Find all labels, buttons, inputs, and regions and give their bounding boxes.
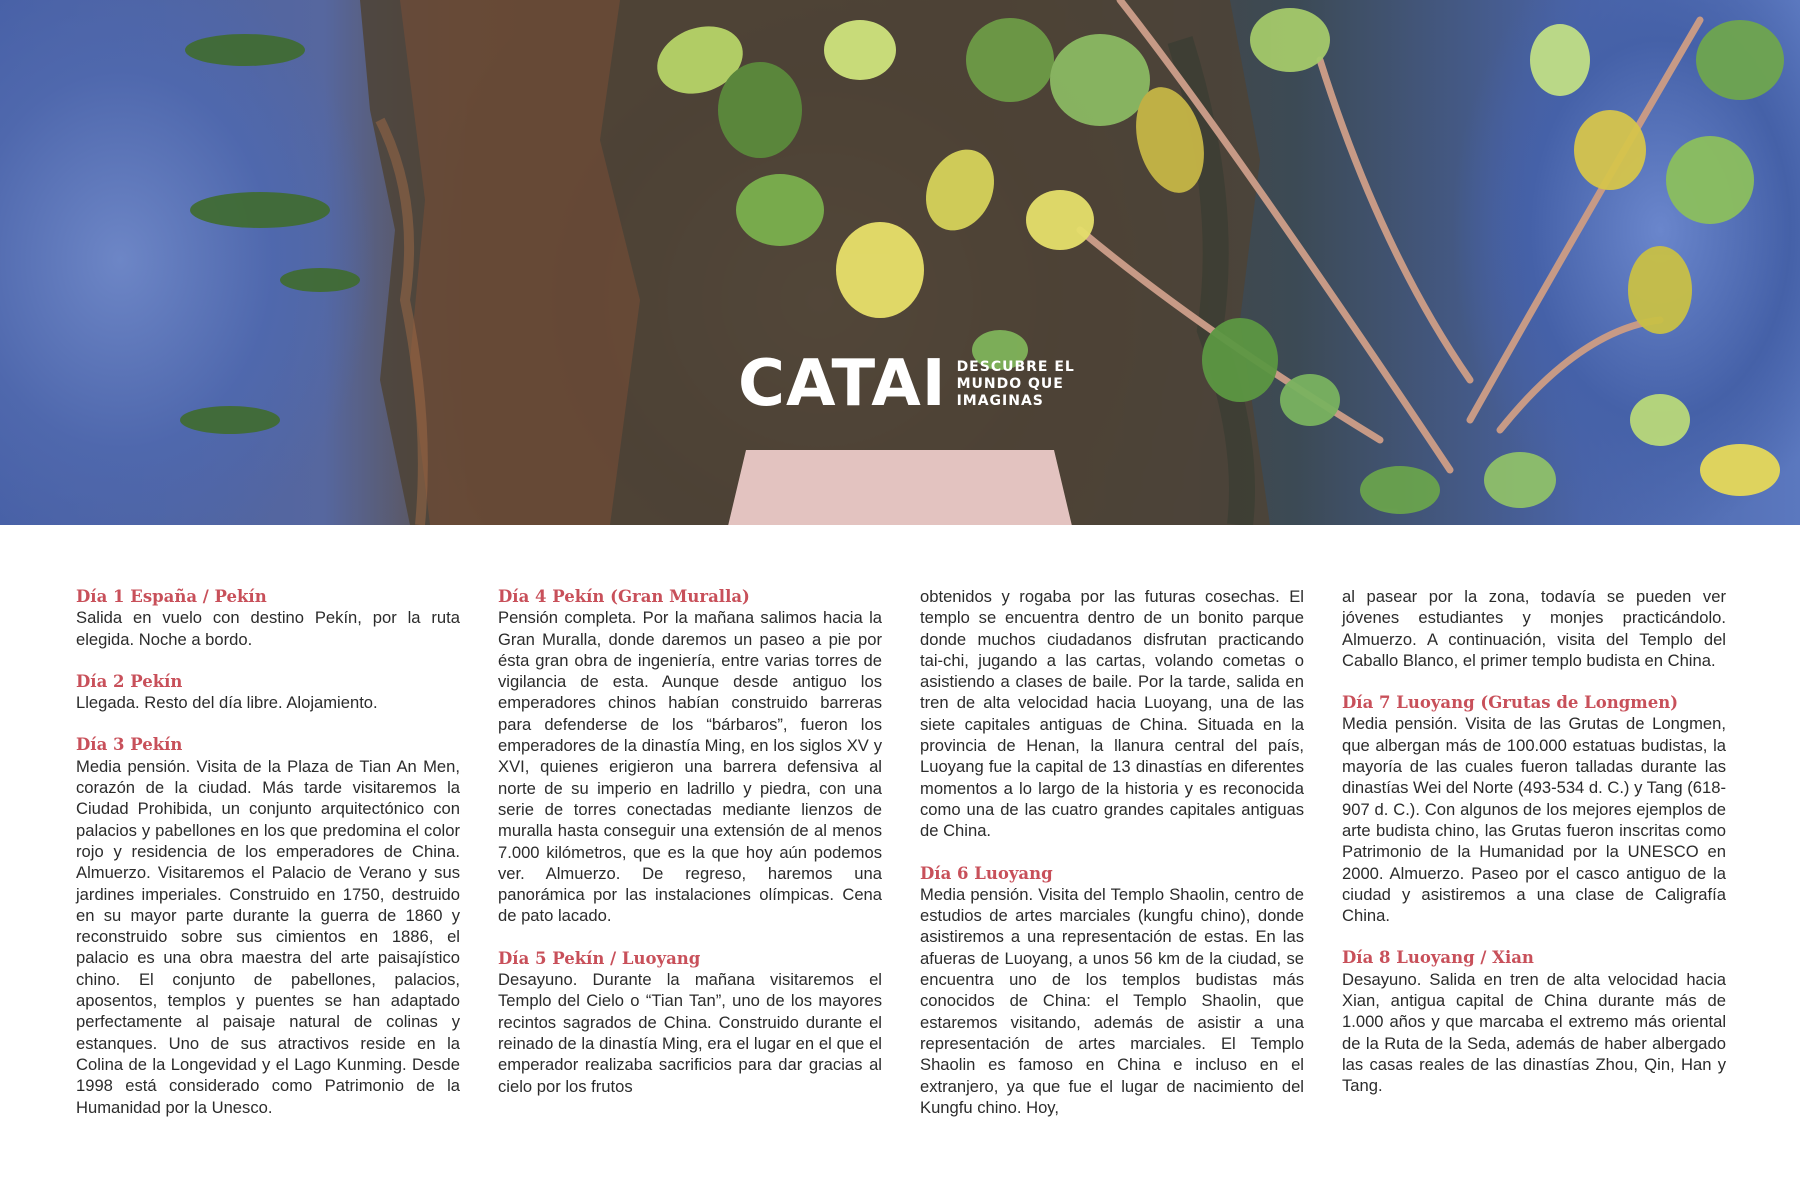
day-text: Salida en vuelo con destino Pekín, por la ruta elegida. Noche a bordo.: [76, 608, 460, 649]
day-title: Día 2 Pekín: [76, 671, 183, 691]
landscape-illustration: [0, 0, 1800, 525]
day-text: Desayuno. Salida en tren de alta velocidad hacia Xian, antigua capital de China durante más de 1.000 años y que marcaba el extremo más oriental de la Ruta de la Seda, además de haber albergado las casas reales de las dinastías Zhou, Qin, Han y Tang.: [1342, 969, 1726, 1096]
continued-text: obtenidos y rogaba por las futuras cosechas. El templo se encuentra dentro de un bonito parque donde muchos ciudadanos disfrutan practicando tai-chi, jugando a las cartas, volando cometas o asistiendo a clases de baile. Por la tarde, salida en tren de alta velocidad hacia Luoyang, una de las siete capitales antiguas de China. Situada en la provincia de Henan, la llanura central del país, Luoyang fue la capital de 13 dinastías en diferentes momentos a lo largo de la historia y es reconocida como una de las cuatro grandes capitales antiguas de China.: [920, 587, 1304, 841]
day-title: Día 7 Luoyang (Grutas de Longmen): [1342, 693, 1679, 713]
day-entry: [498, 586, 882, 927]
column-2: [498, 586, 882, 1146]
hero-photo: [0, 0, 1800, 525]
column-1: [76, 586, 460, 1146]
day-text: Media pensión. Visita del Templo Shaolin, centro de estudios de artes marciales (kungfu chino), donde asistiremos a una representación de estas. En las afueras de Luoyang, a unos 56 km de la ciudad, se encuentra uno de los templos budistas más conocidos de China: el Templo Shaolin, que estaremos visitando, además de asistir a una representación de artes marciales. El Templo Shaolin es famoso en China e incluso en el extranjero, ya que fue el lugar de nacimiento del Kungfu chino. Hoy,: [920, 884, 1304, 1117]
column-4: [1342, 586, 1726, 1146]
tagline-line: IMAGINAS: [956, 392, 1044, 409]
itinerary-columns: [76, 586, 1726, 1146]
day-text: Llegada. Resto del día libre. Alojamiento.: [76, 693, 378, 713]
catai-logo: [738, 347, 1075, 421]
tagline-line: MUNDO QUE: [956, 375, 1064, 392]
day-text: Media pensión. Visita de la Plaza de Tian An Men, corazón de la ciudad. Más tarde visitaremos la Ciudad Prohibida, un conjunto arquitectónico con palacios y pabellones en los que predomina el color rojo y residencia de los emperadores de China. Almuerzo. Visitaremos el Palacio de Verano y sus jardines imperiales. Construido en 1750, destruido en su mayor parte durante la guerra de 1860 y reconstruido sobre sus cimientos en 1886, el palacio es una obra maestra del arte paisajístico chino. El conjunto de pabellones, palacios, aposentos, templos y puentes se han adaptado perfectamente al paisaje natural de colinas y estanques. Uno de sus atractivos reside en la Colina de la Longevidad y el Lago Kunming. Desde 1998 está considerado como Patrimonio de la Humanidad por la Unesco.: [76, 756, 460, 1117]
day-entry: [498, 948, 882, 1097]
day-title: Día 1 España / Pekín: [76, 587, 267, 606]
day-entry: [76, 671, 460, 714]
day-entry: [1342, 692, 1726, 926]
day-entry: [1342, 947, 1726, 1096]
day-title: Día 8 Luoyang / Xian: [1342, 948, 1534, 968]
day-entry: [76, 734, 460, 1117]
tagline-line: DESCUBRE EL: [956, 358, 1075, 375]
day-text: Pensión completa. Por la mañana salimos hacia la Gran Muralla, donde daremos un paseo a pie por ésta gran obra de ingeniería, entre varias torres de vigilancia de esta. Aunque desde antiguo los emperadores chinos habían construido barreras para defenderse de los “bárbaros”, fueron los emperadores de la dinastía Ming, en los siglos XV y XVI, quienes erigieron una barrera defensiva al norte de su imperio en ladrillo y piedra, con una serie de torres conectadas mediante lienzos de muralla hasta conseguir una extensión de al menos 7.000 kilómetros, que es la que hoy aún podemos ver. Almuerzo. De regreso, haremos una panorámica por las instalaciones olímpicas. Cena de pato lacado.: [498, 608, 882, 926]
decorative-tab: [728, 450, 1072, 525]
logo-wordmark: CATAI: [738, 347, 947, 421]
logo-tagline: [957, 359, 1075, 410]
day-title: Día 3 Pekín: [76, 735, 183, 755]
day-text: Desayuno. Durante la mañana visitaremos el Templo del Cielo o “Tian Tan”, uno de los mayores recintos sagrados de China. Construido durante el reinado de la dinastía Ming, era el lugar en el que el emperador realizaba sacrificios para dar gracias al cielo por los frutos: [498, 970, 882, 1096]
day-title: Día 6 Luoyang: [920, 863, 1053, 883]
day-entry: [920, 863, 1304, 1119]
day-text: Media pensión. Visita de las Grutas de Longmen, que albergan más de 100.000 estatuas budistas, la mayoría de las cuales fueron talladas durante las dinastías Wei del Norte (493-534 d. C.) y Tang (618-907 d. C.). Con algunos de los mejores ejemplos de arte budista chino, las Grutas fueron inscritas como Patrimonio de la Humanidad por la UNESCO en 2000. Almuerzo. Paseo por el casco antiguo de la ciudad y asistiremos a una clase de Caligrafía China.: [1342, 714, 1727, 926]
continued-text: al pasear por la zona, todavía se pueden ver jóvenes estudiantes y monjes practicándolo. Almuerzo. A continuación, visita del Templo del Caballo Blanco, el primer templo budista en China.: [1342, 587, 1726, 670]
day-title: Día 5 Pekín / Luoyang: [498, 948, 701, 968]
column-3: [920, 586, 1304, 1146]
day-entry: [76, 586, 460, 650]
day-title: Día 4 Pekín (Gran Muralla): [498, 587, 750, 606]
